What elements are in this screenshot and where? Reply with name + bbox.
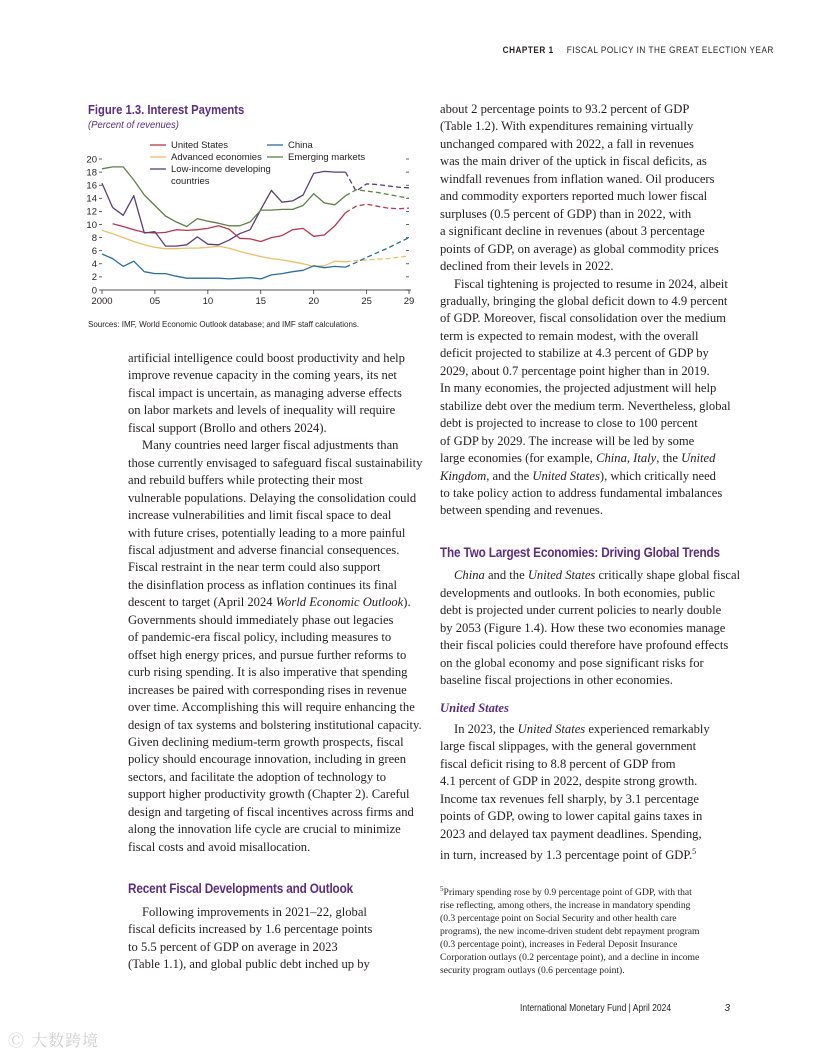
text-line: their fiscal policies could therefore have profound effects (440, 638, 729, 653)
text-line: In 2023, the United States experienced remarkably (454, 721, 710, 736)
series-projection-china (346, 238, 410, 268)
text-line: design and targeting of fiscal incentives across firms and (128, 804, 414, 819)
text-line: with future crises, potentially leading to a more painful (128, 525, 406, 540)
text-line: fiscal costs and avoid misallocation. (128, 839, 311, 854)
text-line: and commodity exporters reported much lower fiscal (440, 189, 708, 204)
text-line: over time. Accomplishing this will require enhancing the (128, 700, 415, 715)
text-line: points of GDP, owing to lower capital gains taxes in (440, 809, 703, 824)
text-line: on the global economy and pose significant risks for (440, 655, 704, 670)
text-line: by 2053 (Figure 1.4). How these two economies manage (440, 620, 726, 635)
series-projection-emerging-markets (346, 190, 410, 199)
figure-title: Figure 1.3. Interest Payments (88, 103, 245, 117)
watermark-logo (8, 1028, 99, 1051)
subsection-heading: United States (440, 700, 509, 715)
paragraph (128, 904, 418, 974)
text-line: Many countries need larger fiscal adjustments than (142, 438, 399, 453)
text-line: in turn, increased by 1.3 percentage point of GDP.$^5$ (440, 847, 697, 863)
text-line: China and the United States critically shape global fiscal (454, 568, 741, 583)
text-line: (Table 1.1), and global public debt inched up by (128, 956, 370, 971)
text-line: debt is projected to increase to close to 100 percent (440, 416, 698, 431)
series-projection-advanced-economies (346, 256, 410, 262)
series-line-low-income-developing-countries (102, 171, 346, 246)
text-line: large economies (for example, China, Italy, the United (440, 451, 716, 466)
page-number: 3 (724, 1003, 730, 1014)
x-tick-label: 15 (255, 296, 267, 307)
series-line-china (102, 254, 346, 279)
text-line: fiscal deficit rising to 8.8 percent of GDP from (440, 756, 676, 771)
text-line: programs), the new income-driven student debt repayment program (440, 925, 700, 937)
text-line: Fiscal tightening is projected to resume in 2024, albeit (454, 276, 728, 291)
y-tick-label: 2 (91, 272, 97, 284)
text-line: gradually, bringing the global deficit down to 4.9 percent (440, 293, 728, 308)
watermark-text: 大数跨境 (31, 1031, 100, 1050)
legend-label: Low-income developing (171, 164, 271, 175)
section-heading: Recent Fiscal Developments and Outlook (128, 880, 353, 897)
legend-label: Advanced economies (171, 152, 262, 163)
paragraph (440, 721, 732, 865)
text-line: Following improvements in 2021–22, global (142, 904, 367, 919)
text-line: increase vulnerabilities and limit fiscal space to deal (128, 508, 392, 523)
y-tick-label: 0 (91, 285, 97, 297)
text-line: those currently envisaged to safeguard fiscal sustainability (128, 455, 423, 470)
legend-label: United States (171, 140, 229, 151)
text-line: term is expected to remain modest, with the overall (440, 328, 699, 343)
text-line: Corporation outlays (0.2 percentage point), and a decline in income (440, 951, 700, 963)
page-footer (520, 1003, 730, 1014)
text-line: Fiscal restraint in the near term could also support (128, 560, 381, 575)
text-line: vulnerable populations. Delaying the consolidation could (128, 490, 417, 505)
text-line: Income tax revenues fell sharply, by 3.1 percentage (440, 791, 699, 806)
text-line: 4.1 percent of GDP in 2022, despite strong growth. (440, 774, 698, 789)
x-tick-label: 25 (361, 296, 372, 307)
text-line: (0.3 percentage point), increases in Federal Deposit Insurance (440, 938, 678, 950)
text-line: improve revenue capacity in the coming years, its net (128, 368, 397, 383)
text-line: fiscal deficits increased by 1.6 percentage points (128, 922, 373, 937)
text-line: rise reflecting, among others, the increase in mandatory spending (440, 899, 691, 911)
running-head (502, 45, 774, 56)
text-line: Given declining medium-term growth prospects, fiscal (128, 734, 404, 749)
text-line: support higher productivity growth (Chapter 2). Careful (128, 787, 410, 802)
text-line: design of tax systems and bolstering institutional capacity. (128, 717, 422, 732)
chapter-title: FISCAL POLICY IN THE GREAT ELECTION YEAR (566, 45, 774, 56)
y-tick-label: 20 (86, 154, 97, 166)
text-line: declined from their levels in 2022. (440, 259, 614, 274)
y-tick-label: 8 (91, 232, 97, 244)
text-line: descent to target (April 2024 World Economic Outlook). (128, 595, 411, 610)
paragraph (440, 276, 732, 520)
text-line: stabilize debt over the medium term. Nevertheless, global (440, 398, 731, 413)
x-tick-label: 2000 (91, 296, 113, 307)
text-line: (Table 1.2). With expenditures remaining virtually (440, 119, 694, 134)
text-line: unchanged compared with 2022, a fall in revenues (440, 136, 694, 151)
paragraph (440, 567, 741, 689)
y-tick-label: 12 (86, 206, 97, 218)
legend-label: China (288, 140, 313, 151)
text-line: to take policy action to address fundamental imbalances (440, 485, 723, 500)
y-tick-label: 6 (91, 246, 97, 257)
series-line-advanced-economies (102, 230, 346, 266)
text-line: large fiscal slippages, with the general government (440, 739, 697, 754)
legend-label: countries (171, 176, 210, 187)
text-line: fiscal support (Brollo and others 2024). (128, 420, 327, 435)
text-line: along the innovation life cycle are crucial to minimize (128, 822, 401, 837)
footnote (440, 883, 732, 977)
text-line: (0.3 percentage point on Social Security and other health care (440, 912, 677, 924)
text-line: debt is projected under current policies to nearly double (440, 603, 722, 618)
y-tick-label: 16 (86, 180, 97, 192)
right-column (440, 101, 741, 977)
text-line: curb rising spending. It is also imperative that spending (128, 665, 408, 680)
text-line: baseline fiscal projections in other economies. (440, 673, 673, 688)
footnote-mark: 5 (440, 884, 444, 893)
text-line: about 2 percentage points to 93.2 percent of GDP (440, 102, 690, 116)
text-line: of GDP. Moreover, fiscal consolidation over the medium (440, 311, 726, 326)
text-line: artificial intelligence could boost productivity and help (128, 351, 405, 365)
text-line: windfall revenues from inflation waned. Oil producers (440, 171, 715, 186)
text-line: 2023 and delayed tax payment deadlines. Spending, (440, 826, 702, 841)
x-tick-label: 05 (149, 296, 161, 307)
text-line: of GDP by 2029. The increase will be led by some (440, 433, 695, 448)
text-line: deficit projected to stabilize at 4.3 percent of GDP by (440, 346, 709, 361)
text-line: Governments should immediately phase out legacies (128, 612, 394, 627)
legend-label: Emerging markets (288, 152, 366, 163)
footer-org: International Monetary Fund (520, 1003, 627, 1014)
text-line: sectors, and facilitate the adoption of technology to (128, 769, 387, 784)
text-line: security program outlays (0.6 percentage point). (440, 964, 625, 976)
text-line: of pandemic-era fiscal policy, including measures to (128, 630, 392, 645)
left-column (128, 350, 423, 973)
text-line: points of GDP, on average) as global commodity prices (440, 241, 719, 256)
x-tick-label: 10 (202, 296, 214, 307)
text-line: policy should encourage innovation, including in green (128, 752, 407, 767)
text-line: In many economies, the projected adjustment will help (440, 381, 717, 396)
paragraph (440, 101, 732, 276)
text-line: 2029, about 0.7 percentage point higher than in 2019. (440, 363, 710, 378)
text-line: to 5.5 percent of GDP on average in 2023 (128, 939, 338, 954)
footer-separator: | (626, 1003, 633, 1014)
text-line: surpluses (0.5 percent of GDP) than in 2022, with (440, 206, 692, 221)
x-tick-label: 20 (308, 296, 320, 307)
chapter-label: CHAPTER 1 (502, 45, 554, 56)
text-line: on labor markets and levels of inequality will require (128, 403, 396, 418)
interest-payments-chart (80, 138, 425, 313)
series-line-emerging-markets (102, 167, 346, 227)
text-line: between spending and revenues. (440, 503, 603, 518)
text-line: was the main driver of the uptick in fiscal deficits, as (440, 154, 707, 169)
y-tick-label: 18 (86, 167, 97, 179)
footnote-reference[interactable]: 5 (692, 847, 697, 857)
text-line: increases be paired with corresponding rises in revenue (128, 682, 407, 697)
text-line: and rebuild buffers while protecting their most (128, 473, 363, 488)
y-tick-label: 14 (86, 193, 97, 205)
series-projection-low-income-developing-countries (346, 172, 410, 191)
y-tick-label: 10 (86, 219, 97, 231)
text-line: fiscal impact is uncertain, as managing adverse effects (128, 385, 402, 400)
text-line: fiscal adjustment and adverse financial consequences. (128, 542, 400, 557)
figure-subtitle: (Percent of revenues) (88, 119, 179, 131)
y-tick-label: 4 (91, 259, 97, 271)
text-line: developments and outlooks. In both economies, public (440, 585, 715, 600)
series-projection-united-states (346, 204, 410, 213)
text-line: offset high energy prices, and pursue further reforms to (128, 647, 407, 662)
figure-source: Sources: IMF, World Economic Outlook database; and IMF staff calculations. (88, 319, 360, 329)
series-line-united-states (113, 213, 346, 242)
text-line: the disinflation process as inflation continues its final (128, 577, 397, 592)
paragraph (128, 350, 418, 437)
section-heading: The Two Largest Economies: Driving Global Trends (440, 543, 720, 560)
footer-date: April 2024 (632, 1003, 672, 1014)
x-tick-label: 29 (403, 296, 415, 307)
text-line: a significant decline in revenues (about 3 percentage (440, 224, 705, 239)
watermark-icon: Ⓒ (8, 1031, 26, 1050)
text-line: $^5$Primary spending rose by 0.9 percentage point of GDP, with that (440, 884, 692, 898)
text-line: Kingdom, and the United States), which critically need (440, 468, 716, 483)
paragraph (128, 437, 423, 856)
